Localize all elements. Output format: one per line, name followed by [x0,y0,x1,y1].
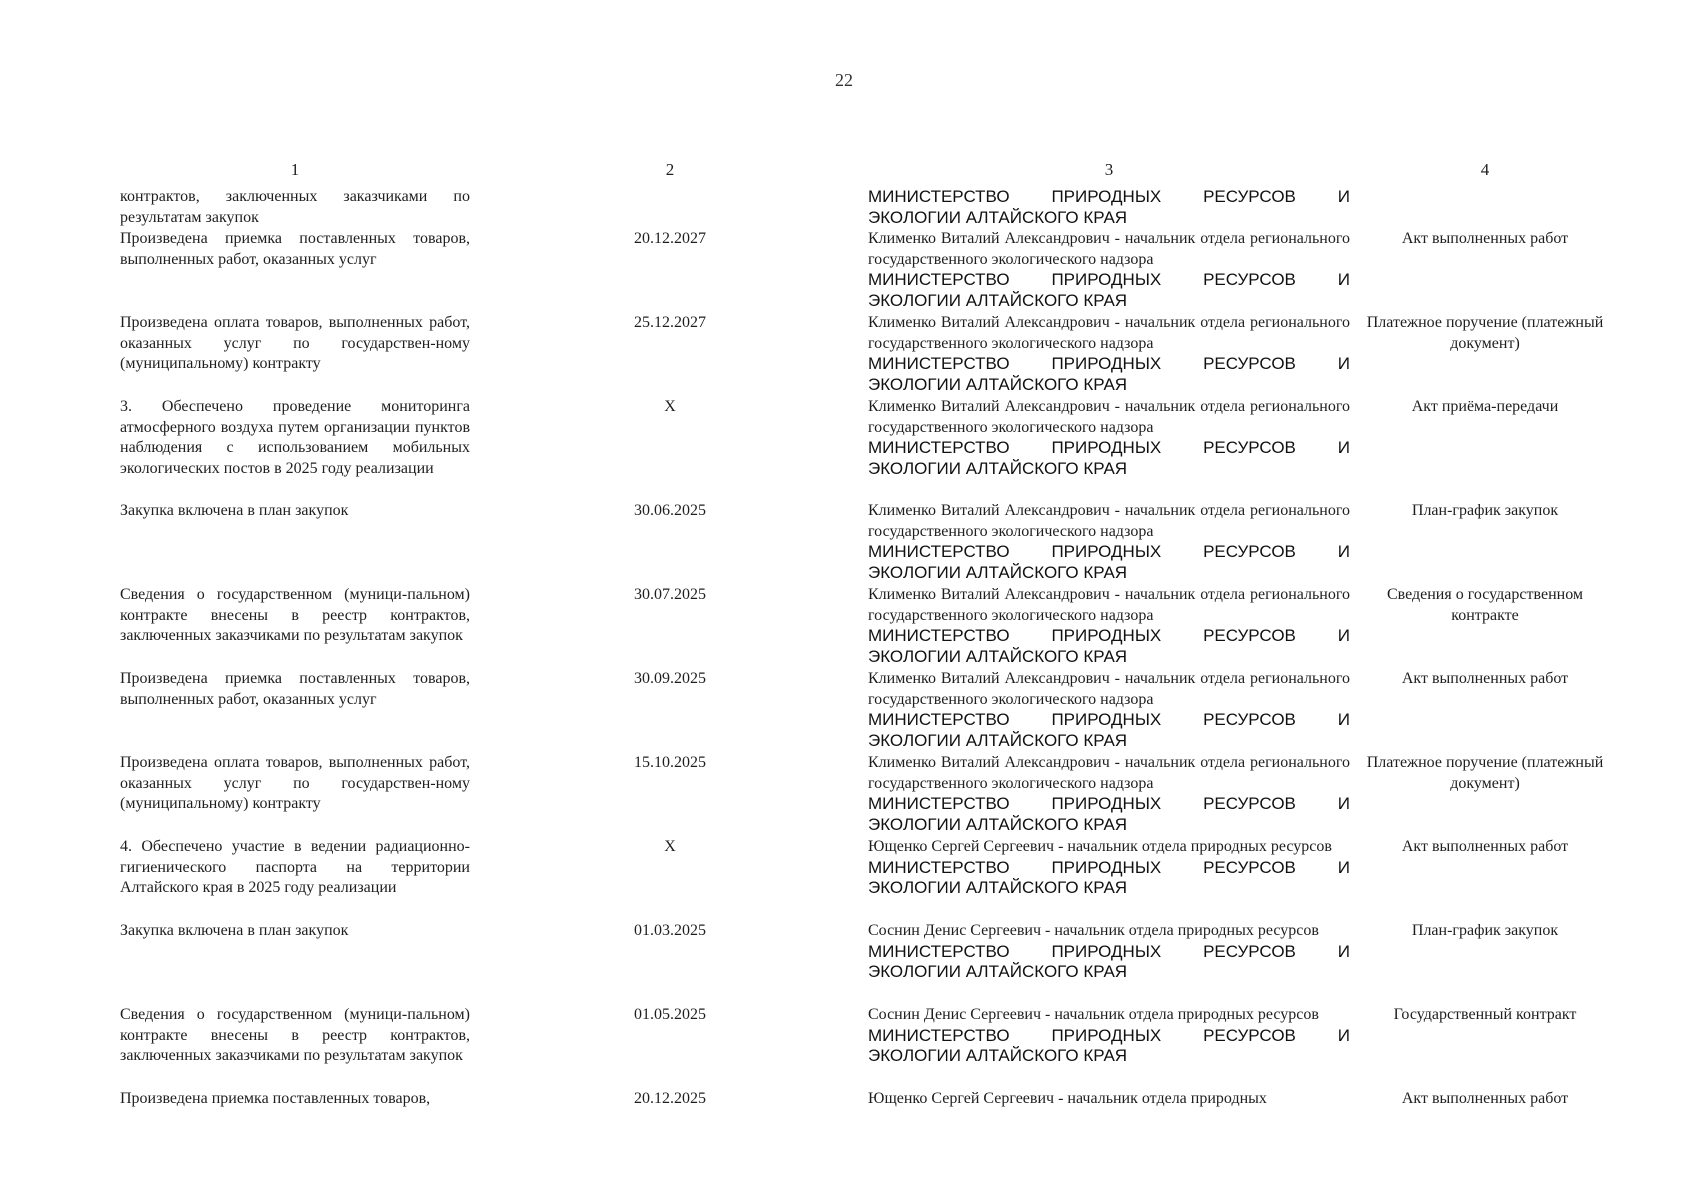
document-cell: Платежное поручение (платежный документ) [1366,314,1604,352]
responsible-cell [868,585,1350,668]
responsible-person: Клименко Виталий Александрович - начальник отдела регионального государственного экологического надзора [868,314,1350,352]
responsible-cell [868,753,1350,836]
ministry-name [868,858,1350,899]
responsible-cell [868,1005,1350,1067]
ministry-line-1: МИНИСТЕРСТВО ПРИРОДНЫХ РЕСУРСОВ И [868,710,1350,730]
responsible-person: Клименко Виталий Александрович - начальник отдела регионального государственного экологического надзора [868,230,1350,268]
document-cell: Сведения о государственном контракте [1386,586,1584,624]
responsible-person: Соснин Денис Сергеевич - начальник отдела природных ресурсов [868,922,1319,939]
ministry-name [868,542,1350,583]
ministry-line-1: МИНИСТЕРСТВО ПРИРОДНЫХ РЕСУРСОВ И [868,438,1350,458]
responsible-person: Ющенко Сергей Сергеевич - начальник отдела природных [868,1090,1267,1107]
document-cell: Акт выполненных работ [1401,230,1569,247]
date-cell: 30.07.2025 [634,586,706,603]
responsible-cell [868,837,1350,899]
ministry-line-1: МИНИСТЕРСТВО ПРИРОДНЫХ РЕСУРСОВ И [868,354,1350,374]
event-cell: Произведена оплата товаров, выполненных работ, оказанных услуг по государствен-ному (муниципальному) контракту [120,314,470,373]
responsible-cell [868,1089,1350,1110]
ministry-line-1: МИНИСТЕРСТВО ПРИРОДНЫХ РЕСУРСОВ И [868,626,1350,646]
ministry-line-1: МИНИСТЕРСТВО ПРИРОДНЫХ РЕСУРСОВ И [868,857,1350,877]
event-cell: 4. Обеспечено участие в ведении радиационно-гигиенического паспорта на территории Алтайского края в 2025 году реализации [120,838,470,897]
date-cell: 01.03.2025 [634,922,706,939]
date-cell: X [664,838,676,855]
event-cell: Сведения о государственном (муници-пальном) контракте внесены в реестр контрактов, заключенных заказчиками по результатам закупок [120,586,470,645]
ministry-line-2: ЭКОЛОГИИ АЛТАЙСКОГО КРАЯ [868,563,1128,583]
date-cell: 25.12.2027 [634,314,706,331]
ministry-line-2: ЭКОЛОГИИ АЛТАЙСКОГО КРАЯ [868,291,1128,311]
responsible-cell [868,397,1350,480]
ministry-line-1: МИНИСТЕРСТВО ПРИРОДНЫХ РЕСУРСОВ И [868,1025,1350,1045]
ministry-line-2: ЭКОЛОГИИ АЛТАЙСКОГО КРАЯ [868,878,1128,898]
ministry-line-1: МИНИСТЕРСТВО ПРИРОДНЫХ РЕСУРСОВ И [868,270,1350,290]
ministry-line-2: ЭКОЛОГИИ АЛТАЙСКОГО КРАЯ [868,815,1128,835]
responsible-cell [868,313,1350,396]
event-cell: Сведения о государственном (муници-пальном) контракте внесены в реестр контрактов, заключенных заказчиками по результатам закупок [120,1006,470,1065]
ministry-name [868,710,1350,751]
document-cell: План-график закупок [1411,502,1559,519]
date-cell: 15.10.2025 [634,754,706,771]
ministry-name [868,942,1350,983]
responsible-person: Клименко Виталий Александрович - начальник отдела регионального государственного экологического надзора [868,586,1350,624]
ministry-line-2: ЭКОЛОГИИ АЛТАЙСКОГО КРАЯ [868,459,1128,479]
ministry-name [868,438,1350,479]
event-cell: Произведена приемка поставленных товаров, выполненных работ, оказанных услуг [120,670,470,708]
event-cell: Закупка включена в план закупок [120,922,349,939]
document-cell: План-график закупок [1411,922,1559,939]
column-number-4: 4 [1480,160,1490,179]
ministry-line-2: ЭКОЛОГИИ АЛТАЙСКОГО КРАЯ [868,375,1128,395]
event-cell: Произведена приемка поставленных товаров, [120,1090,431,1107]
responsible-person: Клименко Виталий Александрович - начальник отдела регионального государственного экологического надзора [868,398,1350,436]
responsible-cell [868,229,1350,312]
ministry-line-1: МИНИСТЕРСТВО ПРИРОДНЫХ РЕСУРСОВ И [868,941,1350,961]
ministry-cell [868,187,1350,228]
document-cell: Акт выполненных работ [1401,838,1569,855]
ministry-name [868,1026,1350,1067]
ministry-line-2: ЭКОЛОГИИ АЛТАЙСКОГО КРАЯ [868,731,1128,751]
ministry-name [868,354,1350,395]
column-number-3: 3 [1104,160,1114,179]
responsible-person: Клименко Виталий Александрович - начальник отдела регионального государственного экологического надзора [868,754,1350,792]
responsible-person: Соснин Денис Сергеевич - начальник отдела природных ресурсов [868,1006,1319,1023]
ministry-line-2: ЭКОЛОГИИ АЛТАЙСКОГО КРАЯ [868,1046,1128,1066]
ministry-line-2: ЭКОЛОГИИ АЛТАЙСКОГО КРАЯ [868,207,1128,227]
responsible-cell [868,921,1350,983]
column-number-1: 1 [290,160,300,179]
event-cell: Закупка включена в план закупок [120,502,349,519]
page-number: 22 [835,70,853,90]
responsible-person: Клименко Виталий Александрович - начальник отдела регионального государственного экологического надзора [868,502,1350,540]
responsible-person: Клименко Виталий Александрович - начальник отдела регионального государственного экологического надзора [868,670,1350,708]
date-cell: 01.05.2025 [634,1006,706,1023]
event-cell: Произведена оплата товаров, выполненных работ, оказанных услуг по государствен-ному (муниципальному) контракту [120,754,470,813]
event-cell: 3. Обеспечено проведение мониторинга атмосферного воздуха путем организации пунктов наблюдения с использованием мобильных экологических постов в 2025 году реализации [120,398,470,478]
ministry-line-1: МИНИСТЕРСТВО ПРИРОДНЫХ РЕСУРСОВ И [868,542,1350,562]
event-cell: контрактов, заключенных заказчиками по результатам закупок [120,188,470,226]
event-cell: Произведена приемка поставленных товаров, выполненных работ, оказанных услуг [120,230,470,268]
document-cell: Государственный контракт [1393,1006,1577,1023]
ministry-name [868,794,1350,835]
date-cell: 30.06.2025 [634,502,706,519]
ministry-line-2: ЭКОЛОГИИ АЛТАЙСКОГО КРАЯ [868,962,1128,982]
document-cell: Акт приёма-передачи [1411,398,1559,415]
date-cell: 20.12.2025 [634,1090,706,1107]
document-cell: Акт выполненных работ [1401,1090,1569,1107]
ministry-line-2: ЭКОЛОГИИ АЛТАЙСКОГО КРАЯ [868,647,1128,667]
ministry-name [868,626,1350,667]
column-number-2: 2 [665,160,675,179]
date-cell: X [664,398,676,415]
date-cell: 20.12.2027 [634,230,706,247]
responsible-cell [868,501,1350,584]
responsible-cell [868,669,1350,752]
ministry-line-1: МИНИСТЕРСТВО ПРИРОДНЫХ РЕСУРСОВ И [868,794,1350,814]
document-cell: Акт выполненных работ [1401,670,1569,687]
document-cell: Платежное поручение (платежный документ) [1366,754,1604,792]
date-cell: 30.09.2025 [634,670,706,687]
ministry-line-1: МИНИСТЕРСТВО ПРИРОДНЫХ РЕСУРСОВ И [868,187,1350,206]
responsible-person: Ющенко Сергей Сергеевич - начальник отдела природных ресурсов [868,838,1332,855]
ministry-name [868,270,1350,311]
